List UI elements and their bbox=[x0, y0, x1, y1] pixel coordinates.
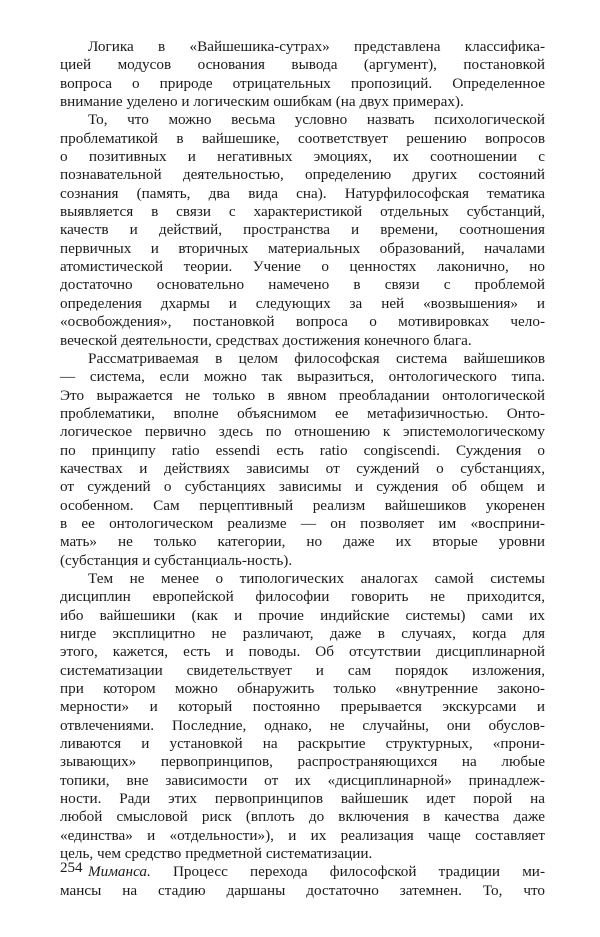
text-line: ливаются и установкой на раскрытие структурных, «прони- bbox=[60, 735, 545, 753]
text-line: о позитивных и негативных эмоциях, их соотношении с bbox=[60, 148, 545, 166]
text-line: атомистической теории. Учение о ценностях лаконично, но bbox=[60, 258, 545, 276]
text-line: цель, чем средство предметной систематизации. bbox=[60, 845, 373, 863]
text-line: Логика в «Вайшешика-сутрах» представлена классифика- bbox=[88, 38, 545, 55]
text-line: качеств и действий, пространства и времени, соотношения bbox=[60, 221, 545, 239]
text-line-continuation: Процесс перехода философской традиции ми- bbox=[150, 863, 545, 881]
page-text-block bbox=[60, 38, 545, 918]
text-line: (субстанция и субстанциаль-ность). bbox=[60, 551, 293, 569]
text-line: нигде эксплицитно не различают, даже в случаях, когда для bbox=[60, 625, 545, 642]
text-line: качествах и действиях зависимы от суждений о субстанциях, bbox=[60, 459, 545, 477]
text-line: проблематикой в вайшешике, соответствует решению вопросов bbox=[60, 129, 545, 147]
text-line: в ее онтологическом реализме — он позволяет им «восприни- bbox=[60, 514, 545, 532]
text-line: топики, вне зависимости от их «дисциплинарной» принадлеж- bbox=[60, 771, 545, 789]
text-line: Рассматриваемая в целом философская система вайшешиков bbox=[88, 349, 545, 367]
text-line: внимание уделено и логическим ошибкам (на двух примерах). bbox=[60, 93, 464, 111]
paragraph-typology bbox=[60, 570, 545, 864]
text-line: по принципу ratio essendi есть ratio congiscendi. Суждения о bbox=[60, 441, 545, 459]
text-line: Тем не менее о типологических аналогах самой системы bbox=[88, 569, 545, 587]
text-line: определения дхармы и следующих за ней «возвышения» и bbox=[60, 294, 545, 312]
section-lead-mimamsa: Миманса. bbox=[88, 863, 151, 881]
text-line: систематизации свидетельствует и сам порядок изложения, bbox=[60, 661, 545, 679]
text-line: дисциплин европейской философии говорить не приходится, bbox=[60, 588, 545, 606]
text-line: «единства» и «отдельности»), и их реализация чаще составляет bbox=[60, 826, 545, 844]
text-line: «освобождения», постановкой вопроса о мотивировках чело- bbox=[60, 313, 545, 331]
paragraph-mimamsa bbox=[60, 863, 545, 900]
text-line: отвлечениями. Последние, однако, не случайны, они обуслов- bbox=[60, 716, 545, 734]
text-line: от суждений о субстанциях зависимы и суждения об общем и bbox=[60, 478, 545, 496]
text-line: познавательной деятельностью, определению других состояний bbox=[60, 166, 545, 184]
text-line: логическое первично здесь по отношению к эпистемологическому bbox=[60, 423, 545, 441]
text-line: мансы на стадию даршаны достаточно затемнен. То, что bbox=[60, 881, 545, 899]
text-line: цией модусов основания вывода (аргумент), постановкой bbox=[60, 56, 545, 74]
text-line: достаточно основательно намечено в связи с проблемой bbox=[60, 276, 545, 294]
text-line: этого, кажется, есть и поводы. Об отсутствии дисциплинарной bbox=[60, 643, 545, 661]
text-line: веческой деятельности, средствах достижения конечного блага. bbox=[60, 331, 472, 349]
paragraph-logic bbox=[60, 38, 545, 111]
paragraph-psychology bbox=[60, 111, 545, 349]
text-line bbox=[60, 863, 545, 881]
paragraph-ontology bbox=[60, 350, 545, 570]
text-line: мерности» и который постоянно прерывается экскурсами и bbox=[60, 698, 545, 716]
text-line: То, что можно весьма условно назвать психологической bbox=[88, 111, 545, 129]
text-line: ности. Ради этих первопринципов вайшешик идет порой на bbox=[60, 790, 545, 808]
text-line: выявляется в связи с характеристикой отдельных субстанций, bbox=[60, 203, 545, 221]
text-line: любой смысловой риск (вплоть до включения в качества даже bbox=[60, 808, 545, 826]
page-number: 254 bbox=[60, 860, 83, 876]
text-line: первичных и вторичных материальных образований, началами bbox=[60, 239, 545, 257]
text-line: при котором можно обнаружить только «внутренние законо- bbox=[60, 680, 545, 698]
text-line: сознания (память, два вида сна). Натурфилософская тематика bbox=[60, 184, 545, 202]
text-line: мать» не только категории, но даже их вторые уровни bbox=[60, 533, 545, 551]
text-line: Это выражается не только в явном преобладании онтологической bbox=[60, 386, 545, 404]
text-line: ибо вайшешики (как и прочие индийские системы) сами их bbox=[60, 606, 545, 624]
text-line: вопроса о природе отрицательных пропозиций. Определенное bbox=[60, 74, 545, 92]
text-line: проблематики, вполне объяснимом ее метафизичностью. Онто- bbox=[60, 404, 545, 422]
text-line: особенном. Сам перцептивный реализм вайшешиков укоренен bbox=[60, 496, 545, 514]
text-line: зывающих» первопринципов, распространяющихся на любые bbox=[60, 753, 545, 771]
text-line: — система, если можно так выразиться, онтологического типа. bbox=[60, 368, 545, 386]
